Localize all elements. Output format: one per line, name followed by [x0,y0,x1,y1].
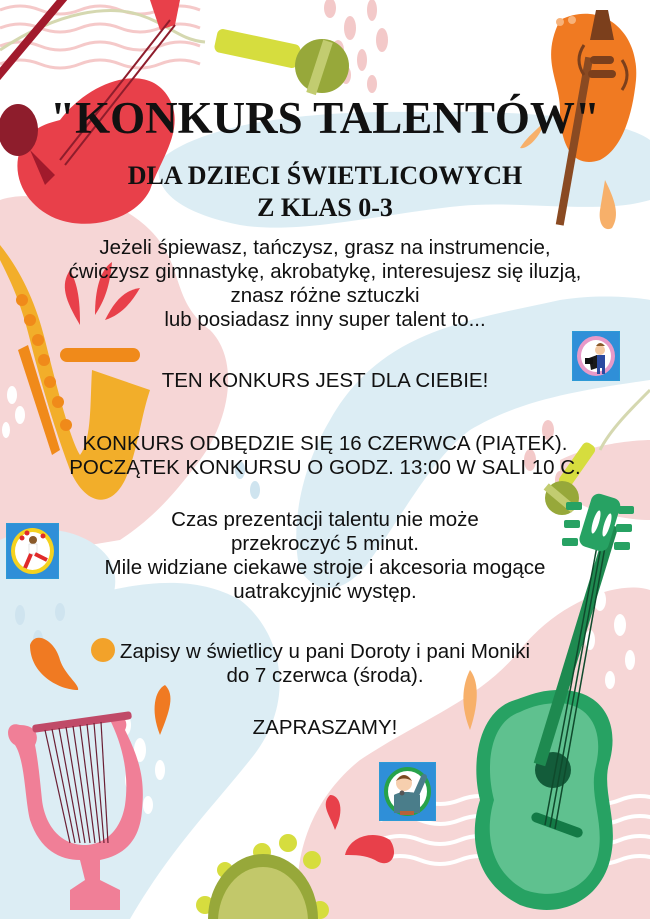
signup-deadline-line: do 7 czerwca (środa). [226,664,424,687]
poster-subtitle [0,160,650,224]
closing-invite: ZAPRASZAMY! [252,716,398,739]
rules-line: Czas prezentacji talentu nie może [171,508,479,531]
date-line: KONKURS ODBĘDZIE SIĘ 16 CZERWCA (PIĄTEK). [82,432,568,455]
intro-line: ćwiczysz gimnastykę, akrobatykę, interesujesz się iluzją, [68,260,582,283]
microphone-top [213,28,349,95]
intro-paragraph [0,236,650,332]
signup-line: Zapisy w świetlicy u pani Doroty i pani Moniki [119,640,531,663]
subtitle-line-classes: Z KLAS 0-3 [257,193,393,222]
intro-line: lub posiadasz inny super talent to... [164,308,486,331]
singer-avatar [379,762,436,821]
poster-title: "KONKURS TALENTÓW" [50,93,600,143]
signup-paragraph [0,640,650,688]
rules-line: przekroczyć 5 minut. [231,532,419,555]
callout-text: TEN KONKURS JEST DLA CIEBIE! [161,369,489,392]
date-paragraph [0,432,650,480]
singer-icon [380,763,437,822]
rules-paragraph [0,508,650,604]
time-place-line: POCZĄTEK KONKURSU O GODZ. 13:00 W SALI 10 C. [69,456,581,479]
intro-line: Jeżeli śpiewasz, tańczysz, grasz na instrumencie, [99,236,551,259]
rules-line: Mile widziane ciekawe stroje i akcesoria mogące [104,556,546,579]
intro-line: znasz różne sztuczki [230,284,420,307]
rules-line: uatrakcyjnić występ. [233,580,417,603]
subtitle-line-audience: DLA DZIECI ŚWIETLICOWYCH [127,161,523,190]
